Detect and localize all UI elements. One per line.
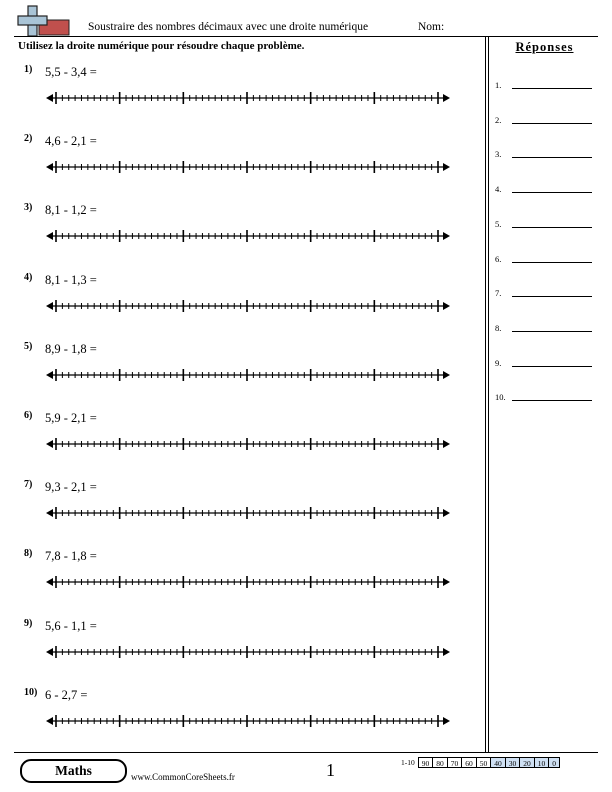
column-divider-left [485, 36, 486, 752]
number-line [46, 570, 450, 594]
problem-item [20, 410, 460, 470]
number-line [46, 432, 450, 456]
score-cell: 40 [490, 757, 506, 768]
answer-row [495, 109, 595, 125]
website-link[interactable]: www.CommonCoreSheets.fr [131, 772, 235, 782]
number-line [46, 501, 450, 525]
problem-item [20, 618, 460, 678]
problem-expression: 4,6 - 2,1 = [45, 134, 97, 149]
answer-row [495, 317, 595, 333]
column-divider-right [488, 36, 489, 752]
problem-expression: 8,9 - 1,8 = [45, 341, 97, 356]
problem-expression: 9,3 - 2,1 = [45, 480, 97, 495]
problem-number: 3) [24, 202, 33, 214]
score-table [398, 757, 560, 768]
answer-row [495, 282, 595, 298]
answer-row [495, 352, 595, 368]
answer-number: 8. [495, 322, 502, 333]
number-line [46, 224, 450, 248]
problem-number: 1) [24, 64, 33, 75]
number-line [46, 155, 450, 179]
problem-item [20, 133, 460, 193]
header-divider [14, 36, 598, 37]
name-label: Nom: [418, 21, 445, 33]
answer-blank[interactable] [512, 227, 592, 228]
problem-expression: 6 - 2,7 = [45, 687, 88, 702]
problem-item [20, 479, 460, 539]
worksheet-title: Soustraire des nombres décimaux avec une droite numérique [88, 21, 369, 33]
answer-blank[interactable] [512, 400, 592, 401]
answer-row [495, 386, 595, 402]
answer-number: 5. [495, 218, 502, 229]
footer-divider [14, 752, 598, 753]
score-cell: 70 [447, 757, 463, 768]
problem-number: 7) [24, 479, 33, 491]
score-cell: 60 [461, 757, 477, 768]
problem-expression: 5,5 - 3,4 = [45, 65, 97, 79]
answer-blank[interactable] [512, 123, 592, 124]
problem-expression: 8,1 - 1,3 = [45, 272, 97, 287]
answer-blank[interactable] [512, 88, 592, 89]
number-line [46, 86, 450, 110]
score-cell: 10 [534, 757, 550, 768]
answer-blank[interactable] [512, 331, 592, 332]
answer-number: 6. [495, 253, 502, 264]
number-line [46, 294, 450, 318]
plus-logo-icon [16, 5, 70, 39]
number-line [46, 363, 450, 387]
problem-item [20, 272, 460, 332]
answer-number: 9. [495, 357, 502, 368]
answer-blank[interactable] [512, 262, 592, 263]
problem-item [20, 202, 460, 262]
score-cell: 80 [432, 757, 448, 768]
problem-number: 9) [24, 617, 33, 629]
subject-badge: Maths [20, 759, 127, 783]
answer-number: 3. [495, 149, 502, 160]
answers-title: Réponses [515, 40, 574, 54]
answer-blank[interactable] [512, 157, 592, 158]
number-line [46, 709, 450, 733]
problem-item [20, 548, 460, 608]
problem-number: 5) [24, 340, 33, 352]
instructions: Utilisez la droite numérique pour résoudre chaque problème. [18, 40, 305, 52]
answer-blank[interactable] [512, 366, 592, 367]
answer-number: 4. [495, 184, 502, 195]
problem-number: 4) [24, 271, 33, 283]
score-cell: 90 [418, 757, 434, 768]
problem-number: 10) [24, 686, 38, 698]
score-range: 1-10 [401, 758, 415, 767]
answer-number: 7. [495, 288, 502, 299]
number-line [46, 640, 450, 664]
problem-number: 8) [24, 548, 33, 560]
page-number: 1 [326, 760, 335, 780]
score-cell: 50 [476, 757, 492, 768]
problem-item [20, 64, 460, 124]
problem-expression: 7,8 - 1,8 = [45, 549, 97, 564]
problem-number: 2) [24, 133, 33, 145]
problem-item [20, 687, 460, 747]
answer-number: 2. [495, 114, 502, 125]
score-cell: 0 [548, 757, 560, 768]
answer-row [495, 213, 595, 229]
answer-row [495, 248, 595, 264]
score-cell: 30 [505, 757, 521, 768]
answer-row [495, 178, 595, 194]
problem-item [20, 341, 460, 401]
answer-blank[interactable] [512, 192, 592, 193]
score-cell: 20 [519, 757, 535, 768]
problem-expression: 8,1 - 1,2 = [45, 203, 97, 218]
problem-number: 6) [24, 410, 33, 421]
answer-number: 10. [495, 392, 506, 403]
answer-number: 1. [495, 80, 502, 90]
answer-row [495, 143, 595, 159]
problem-expression: 5,9 - 2,1 = [45, 411, 97, 425]
problem-expression: 5,6 - 1,1 = [45, 618, 97, 633]
answer-blank[interactable] [512, 296, 592, 297]
answer-row [495, 74, 595, 90]
